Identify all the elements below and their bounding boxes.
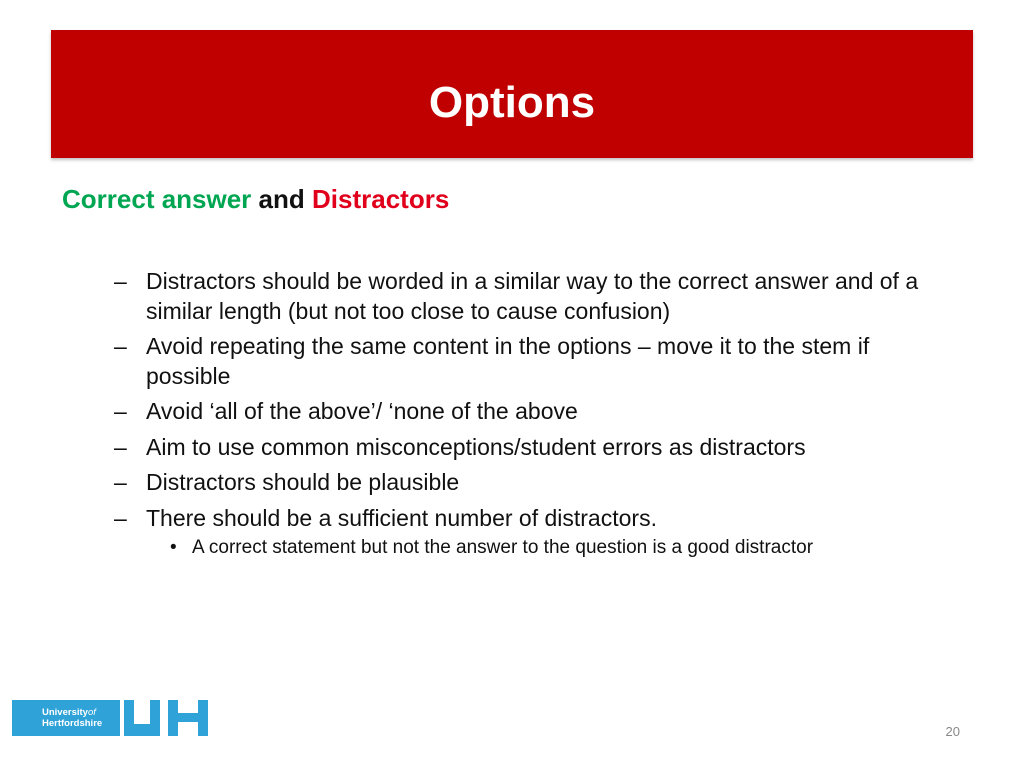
bullet-item	[114, 267, 924, 326]
dash-marker: –	[114, 268, 127, 294]
subtitle-distractors: Distractors	[312, 184, 450, 214]
u-letter-shape	[124, 700, 160, 736]
dash-marker: –	[114, 504, 127, 531]
slide-title: Options	[428, 78, 596, 127]
bullet-text: Distractors should be plausible	[146, 469, 460, 495]
subtitle-correct-answer: Correct answer	[62, 184, 252, 214]
bullet-text: Aim to use common misconceptions/student errors as distractors	[146, 433, 806, 460]
page-number: 20	[945, 724, 960, 739]
uh-monogram-icon	[124, 700, 212, 736]
dash-marker: –	[114, 469, 127, 495]
bullet-item	[114, 332, 924, 391]
dot-marker: •	[170, 537, 177, 558]
logo-line-2: Hertfordshire	[42, 718, 103, 729]
bullet-item	[114, 468, 924, 498]
dash-marker: –	[114, 333, 127, 359]
h-letter-shape	[168, 700, 208, 736]
bullet-item	[114, 397, 924, 427]
title-bar	[51, 30, 973, 158]
dash-marker: –	[114, 433, 127, 460]
bullet-text: Avoid repeating the same content in the options – move it to the stem if possible	[146, 333, 870, 389]
bullet-text: There should be a sufficient number of distractors.	[146, 504, 657, 531]
logo-line-1	[42, 707, 96, 718]
bullet-text: Avoid ‘all of the above’/ ‘none of the above	[146, 398, 578, 424]
slide-subtitle	[62, 182, 449, 216]
bullet-list	[114, 267, 924, 566]
sub-bullet-item	[166, 535, 924, 560]
logo-university: University	[42, 707, 88, 718]
bullet-item	[114, 504, 924, 561]
dash-marker: –	[114, 398, 127, 424]
sub-bullet-text: A correct statement but not the answer to the question is a good distractor	[192, 537, 814, 558]
university-logo	[12, 700, 202, 736]
subtitle-and: and	[258, 184, 305, 214]
bullet-text: Distractors should be worded in a similar way to the correct answer and of a similar length (but not too close to cause confusion)	[146, 268, 919, 324]
sub-bullet-list	[146, 535, 924, 560]
logo-of: of	[87, 707, 96, 718]
bullet-item	[114, 433, 924, 463]
logo-wordmark-box	[12, 700, 120, 736]
